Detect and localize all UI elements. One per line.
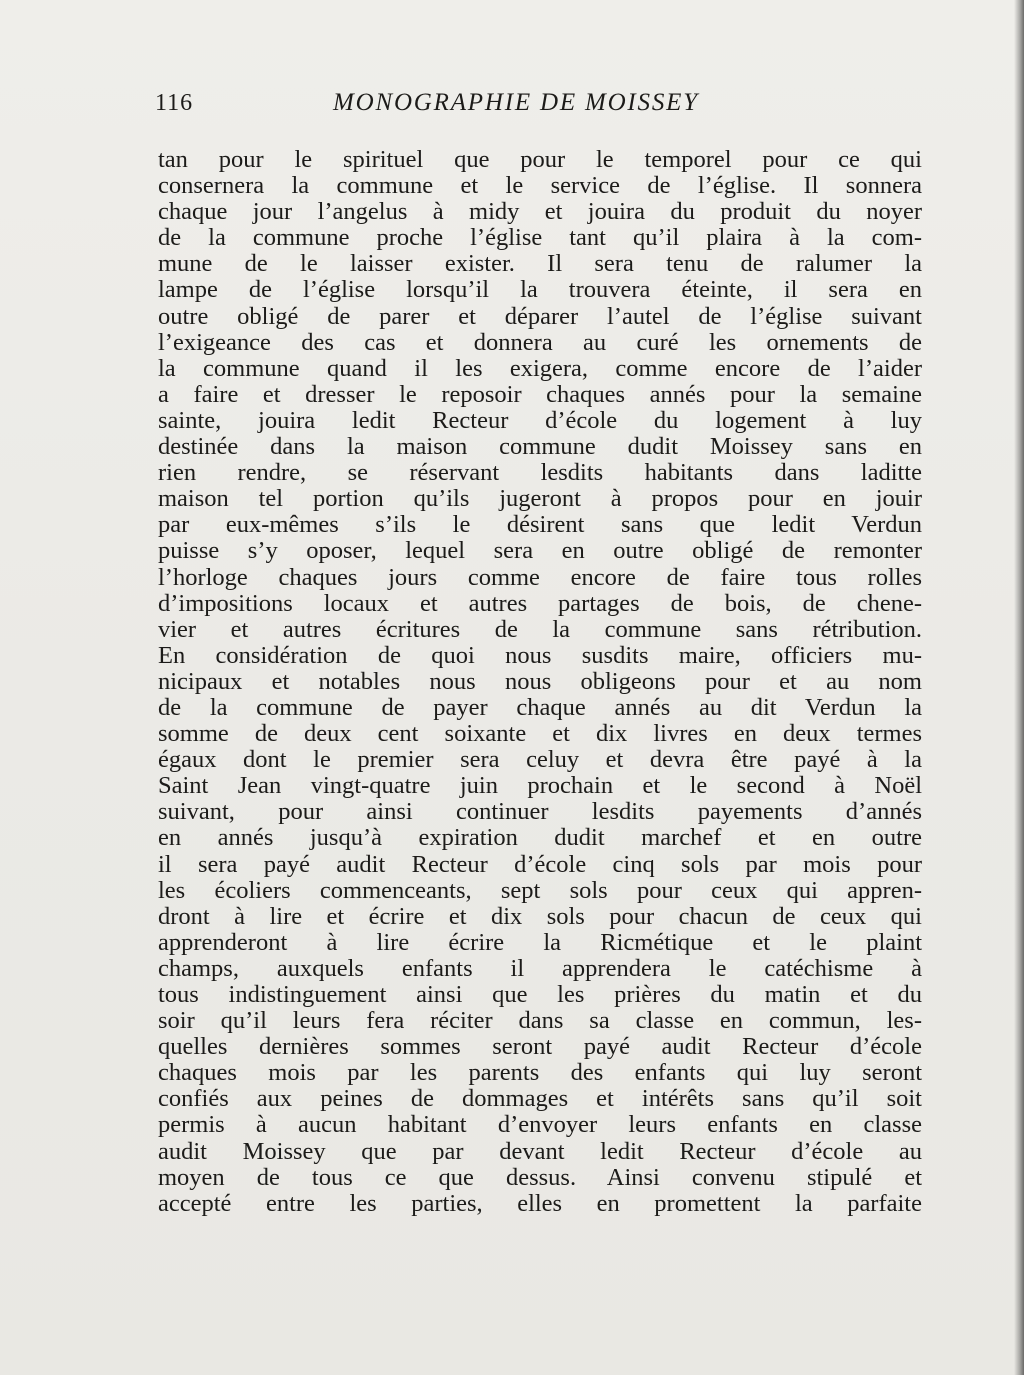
text-line: l’exigeance des cas et donnera au curé les ornements de	[158, 329, 922, 356]
running-head	[155, 88, 923, 122]
page-edge-shadow	[1014, 0, 1024, 1375]
text-line: consernera la commune et le service de l’église. Il sonnera	[158, 173, 922, 200]
text-line: rien rendre, se réservant lesdits habitants dans laditte	[158, 460, 922, 487]
text-line: destinée dans la maison commune dudit Moissey sans en	[158, 434, 922, 461]
text-line: soir qu’il leurs fera réciter dans sa classe en commun, les-	[158, 1008, 922, 1035]
text-line: mune de le laisser exister. Il sera tenu de ralumer la	[158, 251, 922, 278]
text-line: il sera payé audit Recteur d’école cinq sols par mois pour	[158, 851, 922, 878]
text-line: chaques mois par les parents des enfants qui luy seront	[158, 1060, 922, 1087]
text-line: somme de deux cent soixante et dix livres en deux termes	[158, 721, 922, 748]
text-line: en annés jusqu’à expiration dudit marchef et en outre	[158, 825, 922, 852]
text-line: chaque jour l’angelus à midy et jouira du produit du noyer	[158, 199, 922, 226]
text-line: moyen de tous ce que dessus. Ainsi convenu stipulé et	[158, 1164, 922, 1191]
text-line: accepté entre les parties, elles en promettent la parfaite	[158, 1190, 922, 1217]
running-title: MONOGRAPHIE DE MOISSEY	[333, 89, 699, 116]
text-line: puisse s’y oposer, lequel sera en outre obligé de remonter	[158, 538, 922, 565]
text-line: audit Moissey que par devant ledit Recteur d’école au	[158, 1138, 922, 1165]
text-line: a faire et dresser le reposoir chaques annés pour la semaine	[158, 381, 922, 408]
body-text	[158, 147, 922, 1217]
text-line: de la commune de payer chaque annés au dit Verdun la	[158, 694, 922, 721]
text-line: nicipaux et notables nous nous obligeons pour et au nom	[158, 668, 922, 695]
text-line: confiés aux peines de dommages et intérêts sans qu’il soit	[158, 1086, 922, 1113]
text-line: Saint Jean vingt-quatre juin prochain et le second à Noël	[158, 773, 922, 800]
text-line: En considération de quoi nous susdits maire, officiers mu-	[158, 642, 922, 669]
text-line: dront à lire et écrire et dix sols pour chacun de ceux qui	[158, 903, 922, 930]
text-line: tan pour le spirituel que pour le temporel pour ce qui	[158, 147, 922, 173]
text-line: par eux-mêmes s’ils le désirent sans que ledit Verdun	[158, 512, 922, 539]
text-line: sainte, jouira ledit Recteur d’école du logement à luy	[158, 407, 922, 434]
text-line: apprenderont à lire écrire la Ricmétique et le plaint	[158, 929, 922, 956]
text-line: égaux dont le premier sera celuy et devra être payé à la	[158, 747, 922, 774]
text-line: tous indistinguement ainsi que les prières du matin et du	[158, 982, 922, 1008]
text-line: outre obligé de parer et déparer l’autel de l’église suivant	[158, 303, 922, 330]
text-line: l’horloge chaques jours comme encore de faire tous rolles	[158, 564, 922, 591]
text-line: vier et autres écritures de la commune sans rétribution.	[158, 616, 922, 643]
text-line: maison tel portion qu’ils jugeront à propos pour en jouir	[158, 486, 922, 513]
text-line: permis à aucun habitant d’envoyer leurs enfants en classe	[158, 1112, 922, 1139]
text-line: d’impositions locaux et autres partages de bois, de chene-	[158, 590, 922, 617]
text-line: suivant, pour ainsi continuer lesdits payements d’annés	[158, 799, 922, 826]
page-number: 116	[155, 90, 194, 116]
text-line: de la commune proche l’église tant qu’il plaira à la com-	[158, 225, 922, 252]
text-line: les écoliers commenceants, sept sols pour ceux qui appren-	[158, 877, 922, 904]
text-line: champs, auxquels enfants il apprendera le catéchisme à	[158, 955, 922, 982]
text-line: la commune quand il les exigera, comme encore de l’aider	[158, 355, 922, 382]
text-line: lampe de l’église lorsqu’il la trouvera éteinte, il sera en	[158, 277, 922, 304]
text-line: quelles dernières sommes seront payé audit Recteur d’école	[158, 1034, 922, 1061]
